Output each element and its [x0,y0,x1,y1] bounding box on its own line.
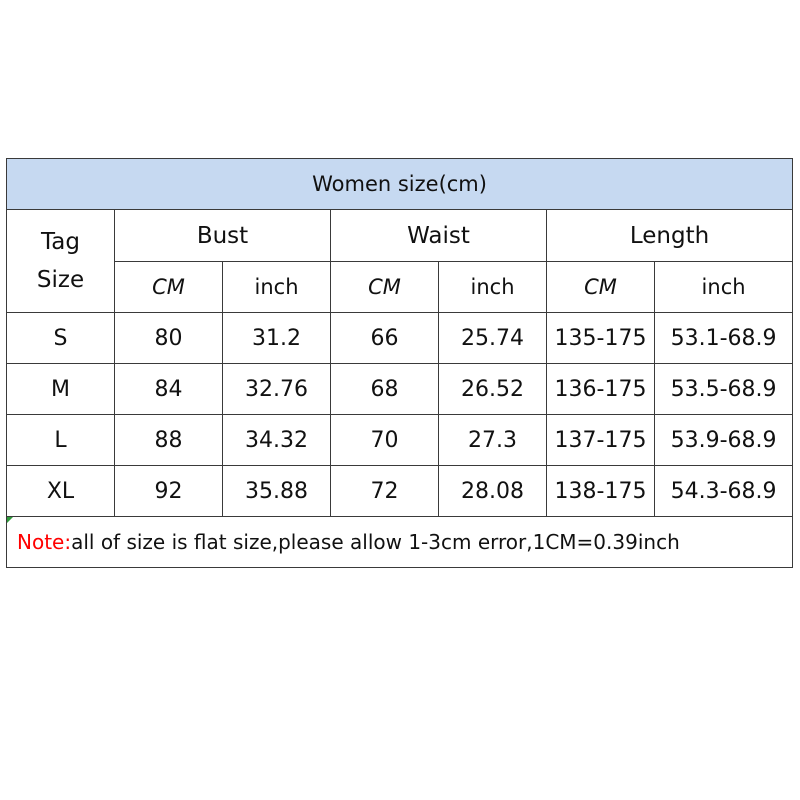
waist-cm-value: 72 [331,466,439,517]
bust-inch-value: 34.32 [223,415,331,466]
unit-header-row [7,262,793,313]
length-cm-value: 138-175 [547,466,655,517]
waist-inch-value: 28.08 [439,466,547,517]
note-text: all of size is flat size,please allow 1-3cm error,1CM=0.39inch [71,530,680,554]
length-cm-value: 136-175 [547,364,655,415]
waist-cm-value: 70 [331,415,439,466]
table-row [7,364,793,415]
note-cell [7,517,793,568]
bust-cm-value: 84 [115,364,223,415]
length-cm-value: 135-175 [547,313,655,364]
size-label: M [7,364,115,415]
note-row [7,517,793,568]
waist-inch-unit: inch [439,262,547,313]
waist-inch-value: 26.52 [439,364,547,415]
length-inch-value: 53.5-68.9 [655,364,793,415]
length-inch-value: 54.3-68.9 [655,466,793,517]
waist-inch-value: 27.3 [439,415,547,466]
waist-inch-value: 25.74 [439,313,547,364]
length-cm-unit: CM [547,262,655,313]
tag-header-line-1: Tag [41,229,80,255]
bust-inch-unit: inch [223,262,331,313]
bust-cm-unit: CM [115,262,223,313]
table-row [7,313,793,364]
tag-header-line-2: Size [36,267,85,293]
waist-cm-value: 68 [331,364,439,415]
bust-cm-value: 80 [115,313,223,364]
table-title: Women size(cm) [7,159,793,210]
size-label: L [7,415,115,466]
bust-cm-value: 88 [115,415,223,466]
waist-header: Waist [331,210,547,262]
waist-cm-value: 66 [331,313,439,364]
bust-header: Bust [115,210,331,262]
bust-inch-value: 31.2 [223,313,331,364]
tag-size-header [7,210,115,313]
length-inch-value: 53.1-68.9 [655,313,793,364]
title-row [7,159,793,210]
length-inch-unit: inch [655,262,793,313]
size-chart-table [6,158,793,568]
bust-cm-value: 92 [115,466,223,517]
size-label: S [7,313,115,364]
group-header-row [7,210,793,262]
table-row [7,415,793,466]
size-label: XL [7,466,115,517]
length-inch-value: 53.9-68.9 [655,415,793,466]
note-label: Note: [17,530,72,554]
bust-inch-value: 35.88 [223,466,331,517]
length-header: Length [547,210,793,262]
cell-comment-marker-icon [7,517,13,523]
bust-inch-value: 32.76 [223,364,331,415]
length-cm-value: 137-175 [547,415,655,466]
waist-cm-unit: CM [331,262,439,313]
table-row [7,466,793,517]
